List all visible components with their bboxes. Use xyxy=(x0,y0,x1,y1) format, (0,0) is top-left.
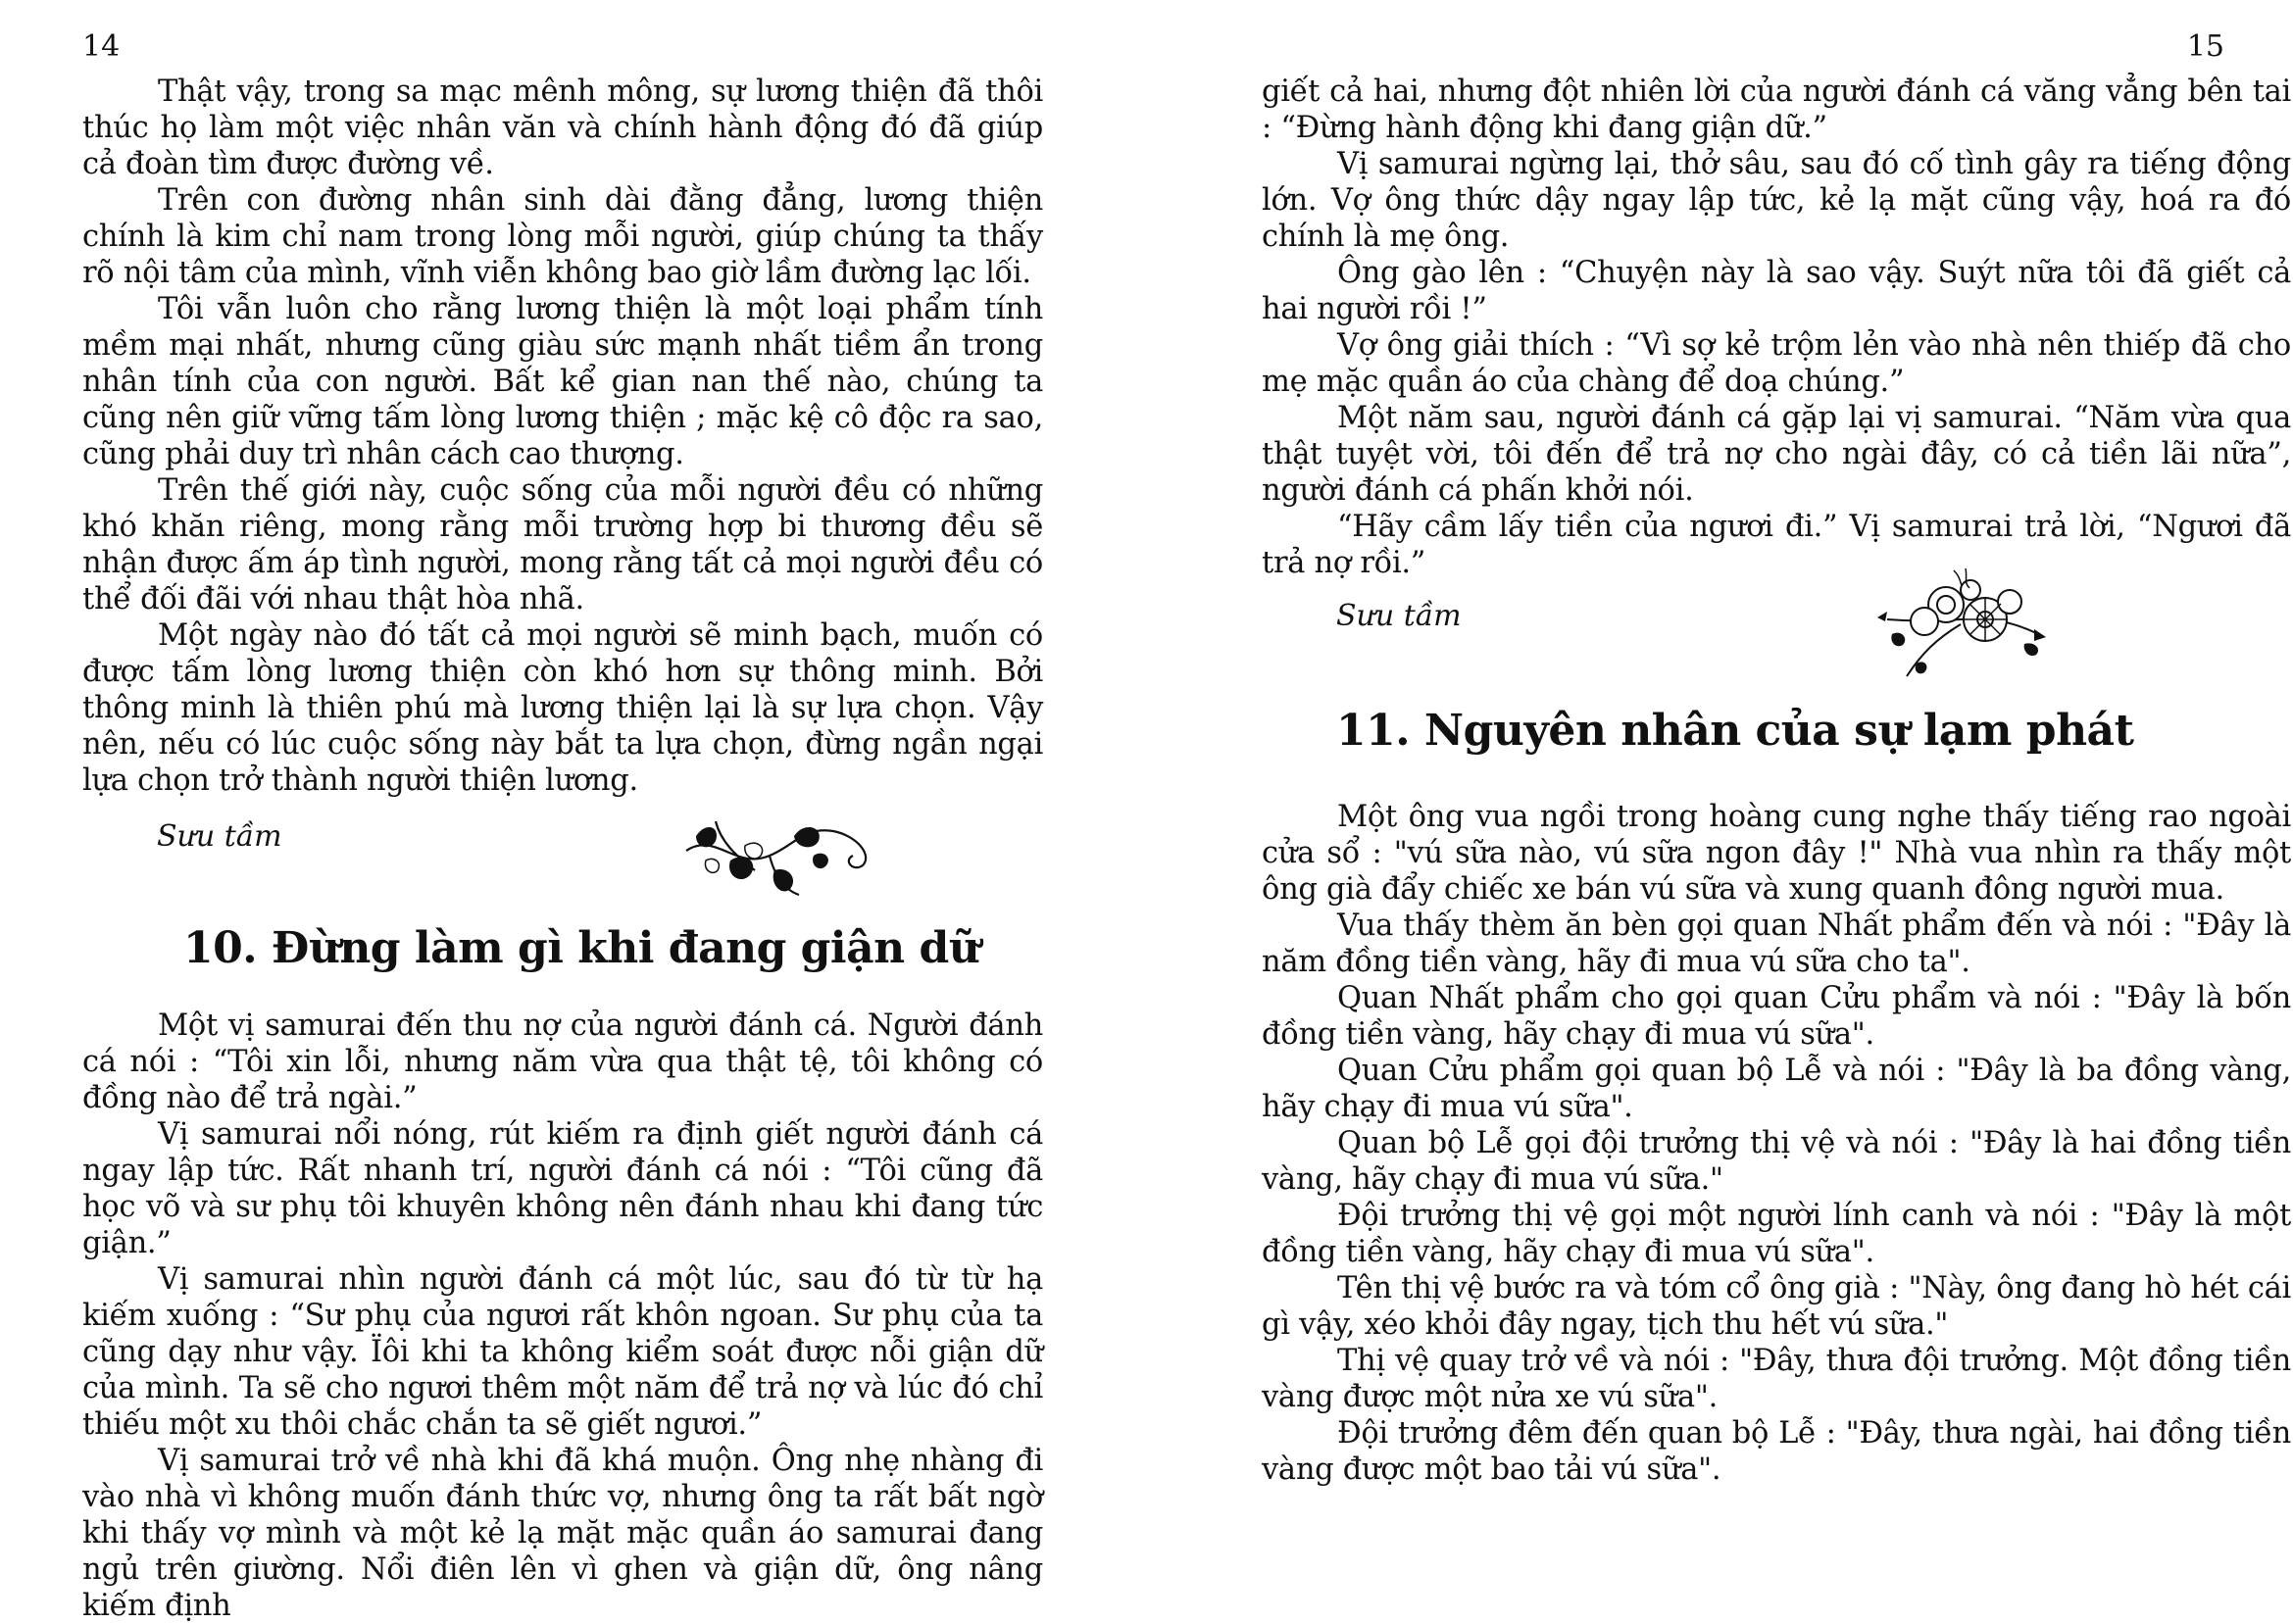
source-credit: Sưu tầm xyxy=(157,819,282,854)
paragraph: Vị samurai trở về nhà khi đã khá muộn. Ông nhẹ nhàng đi vào nhà vì không muốn đánh thức vợ, nhưng ông ta rất bất ngờ khi thấy vợ mình và một kẻ lạ mặt mặc quần áo samurai đang ngủ trên giường. Nổi điên lên vì ghen và giận dữ, ông nâng kiếm định xyxy=(82,1444,1043,1623)
paragraph: “Hãy cầm lấy tiền của ngươi đi.” Vị samurai trả lời, “Ngươi đã trả nợ rồi.” xyxy=(1262,510,2291,580)
paragraph: Vị samurai nổi nóng, rút kiếm ra định giết người đánh cá ngay lập tức. Rất nhanh trí, người đánh cá nói : “Tôi cũng đã học võ và sư phụ tôi khuyên không nên đánh nhau khi đang tức giận.” xyxy=(82,1117,1043,1260)
right-page xyxy=(1147,0,2293,1621)
paragraph: Một năm sau, người đánh cá gặp lại vị samurai. “Năm vừa qua thật tuyệt vời, tôi đến để trả nợ cho ngài đây, có cả tiền lãi nữa”, người đánh cá phấn khởi nói. xyxy=(1262,401,2291,508)
paragraph: Đội trưởng đêm đến quan bộ Lễ : "Đây, thưa ngài, hai đồng tiền vàng được một bao tải vú sữa". xyxy=(1262,1416,2291,1487)
paragraph: Đội trưởng thị vệ gọi một người lính canh và nói : "Đây là một đồng tiền vàng, hãy chạy đi mua vú sữa". xyxy=(1262,1199,2291,1269)
paragraph: Vợ ông giải thích : “Vì sợ kẻ trộm lẻn vào nhà nên thiếp đã cho mẹ mặc quần áo của chàng để doạ chúng.” xyxy=(1262,328,2291,399)
paragraph: Ông gào lên : “Chuyện này là sao vậy. Suýt nữa tôi đã giết cả hai người rồi !” xyxy=(1262,256,2291,326)
paragraph: Vị samurai ngừng lại, thở sâu, sau đó cố tình gây ra tiếng động lớn. Vợ ông thức dậy ngay lập tức, kẻ lạ mặt cũng vậy, hoá ra đó chính là mẹ ông. xyxy=(1262,147,2291,254)
paragraph: Quan bộ Lễ gọi đội trưởng thị vệ và nói : "Đây là hai đồng tiền vàng, hãy chạy đi mua vú sữa." xyxy=(1262,1126,2291,1197)
story-text xyxy=(82,1008,1043,1624)
paragraph: Tôi vẫn luôn cho rằng lương thiện là một loại phẩm tính mềm mại nhất, nhưng cũng giàu sức mạnh nhất tiềm ẩn trong nhân tính của con người. Bất kể gian nan thế nào, chúng ta cũng nên giữ vững tấm lòng lương thiện ; mặc kệ cô độc ra sao, cũng phải duy trì nhân cách cao thượng. xyxy=(82,292,1043,471)
paragraph: Vua thấy thèm ăn bèn gọi quan Nhất phẩm đến và nói : "Đây là năm đồng tiền vàng, hãy đi mua vú sữa cho ta". xyxy=(1262,909,2291,979)
paragraph: giết cả hai, nhưng đột nhiên lời của người đánh cá văng vẳng bên tai : “Đừng hành động khi đang giận dữ.” xyxy=(1262,74,2291,145)
paragraph: Một vị samurai đến thu nợ của người đánh cá. Người đánh cá nói : “Tôi xin lỗi, nhưng năm vừa qua thật tệ, tôi không có đồng nào để trả ngài.” xyxy=(82,1009,1043,1115)
left-page xyxy=(0,0,1137,1621)
paragraph: Vị samurai nhìn người đánh cá một lúc, sau đó từ từ hạ kiếm xuống : “Sư phụ của ngươi rất khôn ngoan. Sư phụ của ta cũng dạy như vậy. Ïôi khi ta không kiểm soát được nỗi giận dữ của mình. Ta sẽ cho ngươi thêm một năm để trả nợ và lúc đó chỉ thiếu một xu thôi chắc chắn ta sẽ giết ngươi.” xyxy=(82,1262,1043,1442)
paragraph: Quan Nhất phẩm cho gọi quan Cửu phẩm và nói : "Đây là bốn đồng tiền vàng, hãy chạy đi mua vú sữa". xyxy=(1262,981,2291,1052)
source-credit: Sưu tầm xyxy=(1336,599,1462,633)
story-text xyxy=(82,74,1043,799)
paragraph: Thị vệ quay trở về và nói : "Đây, thưa đội trưởng. Một đồng tiền vàng được một nửa xe vú sữa". xyxy=(1262,1344,2291,1414)
story-heading: 10. Đừng làm gì khi đang giận dữ xyxy=(183,923,980,973)
page-number: 15 xyxy=(2186,29,2224,64)
leaf-vine-ornament-icon xyxy=(676,802,882,900)
paragraph: Trên thế giới này, cuộc sống của mỗi người đều có những khó khăn riêng, mong rằng mỗi trường hợp bi thương đều sẽ nhận được ấm áp tình người, mong rằng tất cả mọi người đều có thể đối đãi với nhau thật hòa nhã. xyxy=(82,473,1043,616)
story-text xyxy=(1262,799,2291,1488)
story-text xyxy=(1262,74,2291,581)
story-heading: 11. Nguyên nhân của sự lạm phát xyxy=(1336,706,2134,756)
flower-bouquet-ornament-icon xyxy=(1868,561,2054,680)
paragraph: Thật vậy, trong sa mạc mênh mông, sự lương thiện đã thôi thúc họ làm một việc nhân văn và chính hành động đó đã giúp cả đoàn tìm được đường về. xyxy=(82,74,1043,181)
paragraph: Quan Cửu phẩm gọi quan bộ Lễ và nói : "Đây là ba đồng vàng, hãy chạy đi mua vú sữa". xyxy=(1262,1054,2291,1124)
paragraph: Một ngày nào đó tất cả mọi người sẽ minh bạch, muốn có được tấm lòng lương thiện còn khó hơn sự thông minh. Bởi thông minh là thiên phú mà lương thiện lại là sự lựa chọn. Vậy nên, nếu có lúc cuộc sống này bắt ta lựa chọn, đừng ngần ngại lựa chọn trở thành người thiện lương. xyxy=(82,618,1043,798)
paragraph: Tên thị vệ bước ra và tóm cổ ông già : "Này, ông đang hò hét cái gì vậy, xéo khỏi đây ngay, tịch thu hết vú sữa." xyxy=(1262,1271,2291,1342)
paragraph: Một ông vua ngồi trong hoàng cung nghe thấy tiếng rao ngoài cửa sổ : "vú sữa nào, vú sữa ngon đây !" Nhà vua nhìn ra thấy một ông già đẩy chiếc xe bán vú sữa và xung quanh đông người mua. xyxy=(1262,800,2291,907)
paragraph: Trên con đường nhân sinh dài đằng đẳng, lương thiện chính là kim chỉ nam trong lòng mỗi người, giúp chúng ta thấy rõ nội tâm của mình, vĩnh viễn không bao giờ lầm đường lạc lối. xyxy=(82,183,1043,290)
page-number: 14 xyxy=(82,29,121,64)
